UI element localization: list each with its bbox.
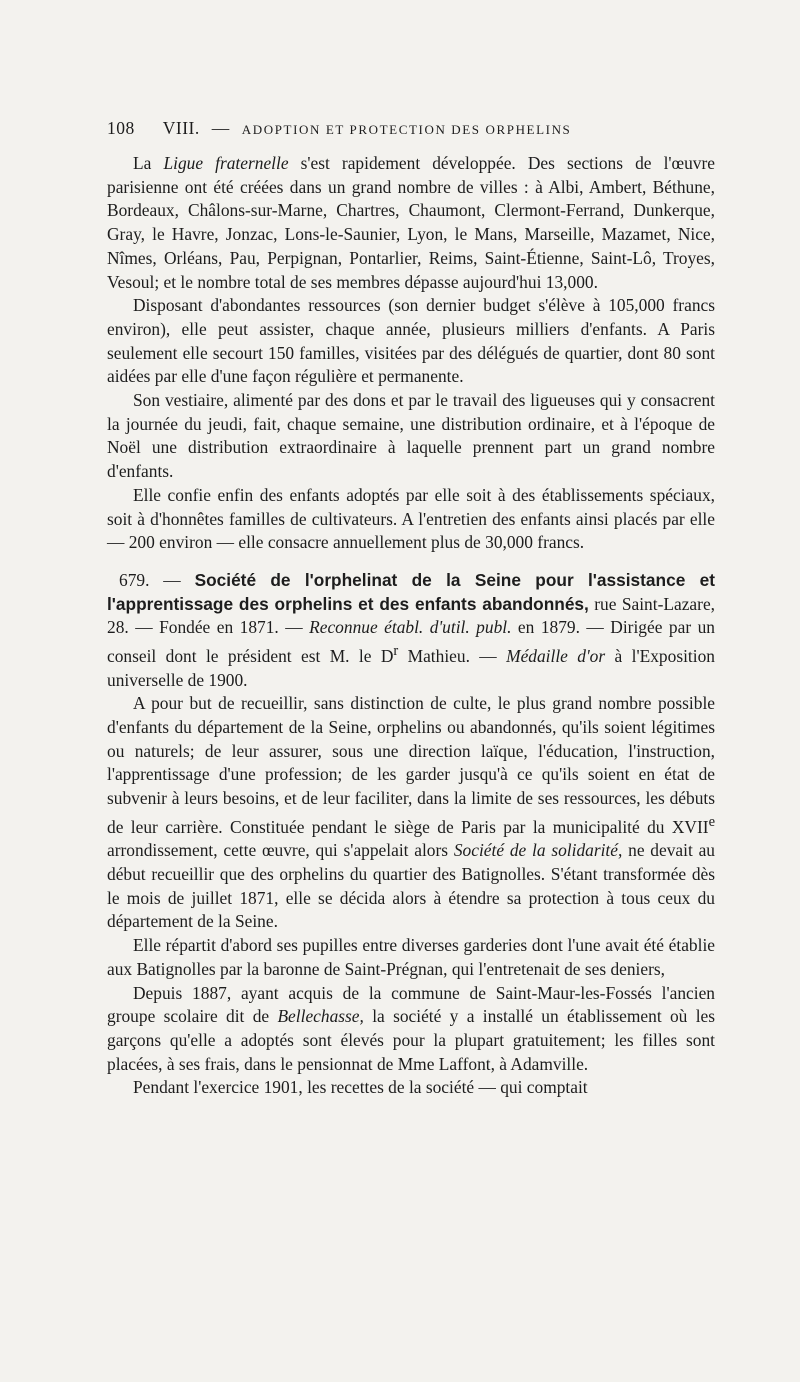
header-dash: — bbox=[211, 118, 230, 138]
paragraph: Disposant d'abondantes ressources (son dernier budget s'élève à 105,000 francs environ), elle peut assister, chaque année, plusieurs milliers d'enfants. A Paris seulement elle secourt 150 familles, visitées par des délégués de quartier, dont 80 sont aidées par elle d'une façon régulière et permanente. bbox=[107, 295, 715, 387]
paragraph: Son vestiaire, alimenté par des dons et par le travail des ligueuses qui y consacrent la journée du jeudi, fait, chaque semaine, une distribution ordinaire, et à l'époque de Noël une distribution extraordinaire à laquelle prennent part un grand nombre d'enfants. bbox=[107, 390, 715, 482]
paragraph: Depuis 1887, ayant acquis de la commune de Saint-Maur-les-Fossés l'ancien groupe scolaire dit de Bellechasse, la société y a installé un établissement où les garçons qu'elle a adoptés sont élevés pour la plupart gratuitement; les filles sont placées, à ses frais, dans le pensionnat de Mme Laffont, à Adamville. bbox=[107, 982, 716, 1074]
entry-title: Société de l'orphelinat de la Seine pour l'assistance et l'apprentissage des orphelins et des enfants abandonnés, bbox=[107, 569, 715, 614]
paragraph: La Ligue fraternelle s'est rapidement développée. Des sections de l'œuvre parisienne ont été créées dans un grand nombre de villes : à Albi, Ambert, Béthune, Bordeaux, Châlons-sur-Marne, Chartres, Chaumont, Clermont-Ferrand, Dunkerque, Gray, le Havre, Jonzac, Lons-le-Saunier, Lyon, le Mans, Marseille, Mazamet, Nice, Nîmes, Orléans, Pau, Perpignan, Pontarlier, Reims, Saint-Étienne, Saint-Lô, Troyes, Vesoul; et le nombre total de ses membres dépasse aujourd'hui 13,000. bbox=[107, 153, 715, 292]
running-header bbox=[107, 118, 713, 139]
page-number: 108 bbox=[107, 118, 135, 138]
paragraph: Elle confie enfin des enfants adoptés par elle soit à des établissements spéciaux, soit à d'honnêtes familles de cultivateurs. A l'entretien des enfants ainsi placés par elle — 200 environ — elle consacre annuellement plus de 30,000 francs. bbox=[107, 484, 715, 553]
body-text bbox=[107, 152, 715, 1100]
chapter-title: ADOPTION ET PROTECTION DES ORPHELINS bbox=[241, 122, 572, 137]
entry-number: 679. — bbox=[119, 569, 195, 590]
chapter-number: VIII. bbox=[162, 118, 200, 138]
paragraph: A pour but de recueillir, sans distinction de culte, le plus grand nombre possible d'enfants du département de la Seine, orphelins ou abandonnés, qu'ils soient légitimes ou naturels; de leur assurer, sous une direction laïque, l'éducation, l'instruction, l'apprentissage d'une profession; de les garder jusqu'à ce qu'ils soient en état de subvenir à leurs besoins, et de leur faciliter, dans la limite de ses ressources, les débuts de leur carrière. Constituée pendant le siège de Paris par la municipalité du XVIIe arrondissement, cette œuvre, qui s'appelait alors Société de la solidarité, ne devait au début recueillir que des orphelins du quartier des Batignolles. S'étant transformée dès le mois de juillet 1871, elle se décida alors à étendre sa protection à tous ceux du département de la Seine. bbox=[107, 693, 715, 932]
paragraph: Pendant l'exercice 1901, les recettes de la société — qui comptait bbox=[133, 1077, 588, 1098]
paragraph: Elle répartit d'abord ses pupilles entre diverses garderies dont l'une avait été établie aux Batignolles par la baronne de Saint-Prégnan, qui l'entretenait de ses deniers, bbox=[107, 935, 715, 979]
italic-ligue: Ligue fraternelle bbox=[163, 153, 289, 173]
entry-679: 679. — Société de l'orphelinat de la Seine pour l'assistance et l'apprentissage des orphelins et des enfants abandonnés, rue Saint-Lazare, 28. — Fondée en 1871. — Reconnue établ. d'util. publ. en 1879. — Dirigée par un conseil dont le président est M. le $D^r$ Mathieu. — Médaille d'or à l'Exposition universelle de 1900. bbox=[107, 569, 716, 690]
